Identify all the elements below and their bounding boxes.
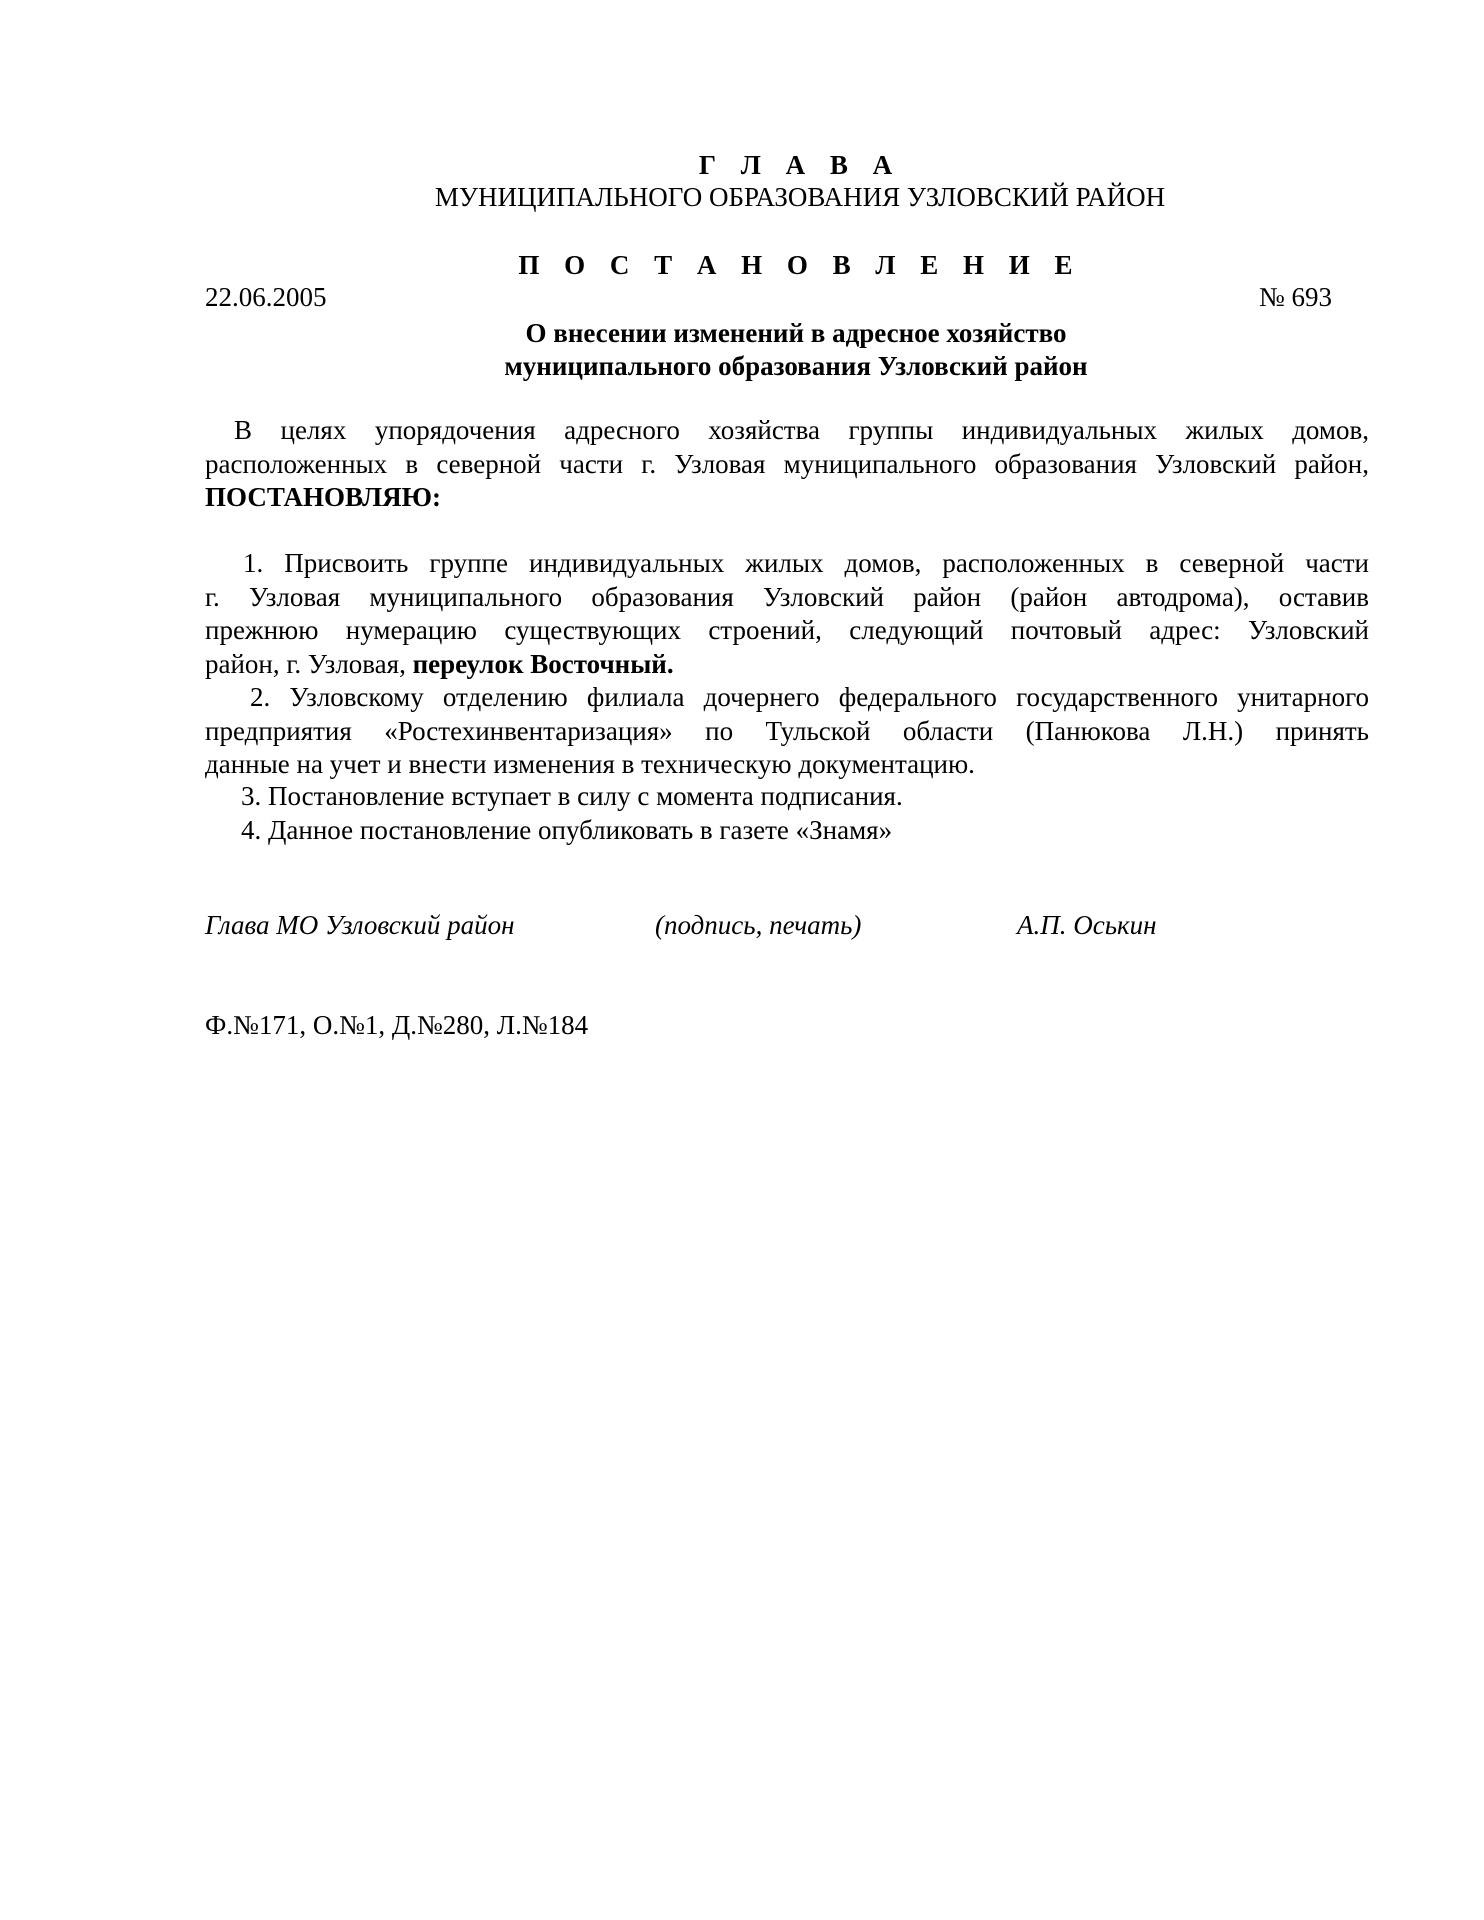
item-1-line-2: г. Узловая муниципального образования Узловский район (район автодрома), оставив xyxy=(205,581,1369,612)
document-title-line-1: О внесении изменений в адресное хозяйство xyxy=(525,318,1067,348)
document-number: № 693 xyxy=(1258,282,1332,312)
item-1-line-3: прежнюю нумерацию существующих строений, следующий почтовый адрес: Узловский xyxy=(205,615,1369,645)
preamble-line-2: расположенных в северной части г. Узловая муниципального образования Узловский район, xyxy=(205,448,1369,479)
document-title-line-2: муниципального образования Узловский район xyxy=(504,351,1088,381)
item-1-line-1: 1. Присвоить группе индивидуальных жилых домов, расположенных в северной части xyxy=(243,548,1369,578)
item-3: 3. Постановление вступает в силу с момента подписания. xyxy=(241,781,903,811)
item-2-line-3: данные на учет и внести изменения в техническую документацию. xyxy=(205,749,975,779)
signature-note: (подпись, печать) xyxy=(655,910,862,940)
organization-name: МУНИЦИПАЛЬНОГО ОБРАЗОВАНИЯ УЗЛОВСКИЙ РАЙОН xyxy=(434,182,1166,212)
archive-reference: Ф.№171, О.№1, Д.№280, Л.№184 xyxy=(205,1010,589,1040)
item-2-line-1: 2. Узловскому отделению филиала дочернего федерального государственного унитарного xyxy=(250,682,1369,712)
signatory-name: А.П. Оськин xyxy=(1017,910,1157,940)
heading-glava: Г Л А В А xyxy=(698,150,902,180)
item-2-line-2: предприятия «Ростехинвентаризация» по Тульской области (Панюкова Л.Н.) принять xyxy=(205,715,1369,746)
signatory-position: Глава МО Узловский район xyxy=(205,910,515,940)
preamble-line-1: В целях упорядочения адресного хозяйства группы индивидуальных жилых домов, xyxy=(234,415,1369,445)
item-1-paragraph xyxy=(205,547,1369,681)
item-4: 4. Данное постановление опубликовать в газете «Знамя» xyxy=(241,815,893,845)
street-name: переулок Восточный. xyxy=(412,648,674,679)
item-2-paragraph xyxy=(205,681,1369,782)
decree-word: ПОСТАНОВЛЯЮ: xyxy=(205,482,441,512)
document-date: 22.06.2005 xyxy=(205,282,327,312)
item-1-line-4 xyxy=(205,648,1369,682)
preamble-paragraph xyxy=(205,414,1369,515)
item-1-line-4-prefix: район, г. Узловая, xyxy=(205,648,413,679)
doc-type-heading: П О С Т А Н О В Л Е Н И Е xyxy=(518,250,1082,280)
